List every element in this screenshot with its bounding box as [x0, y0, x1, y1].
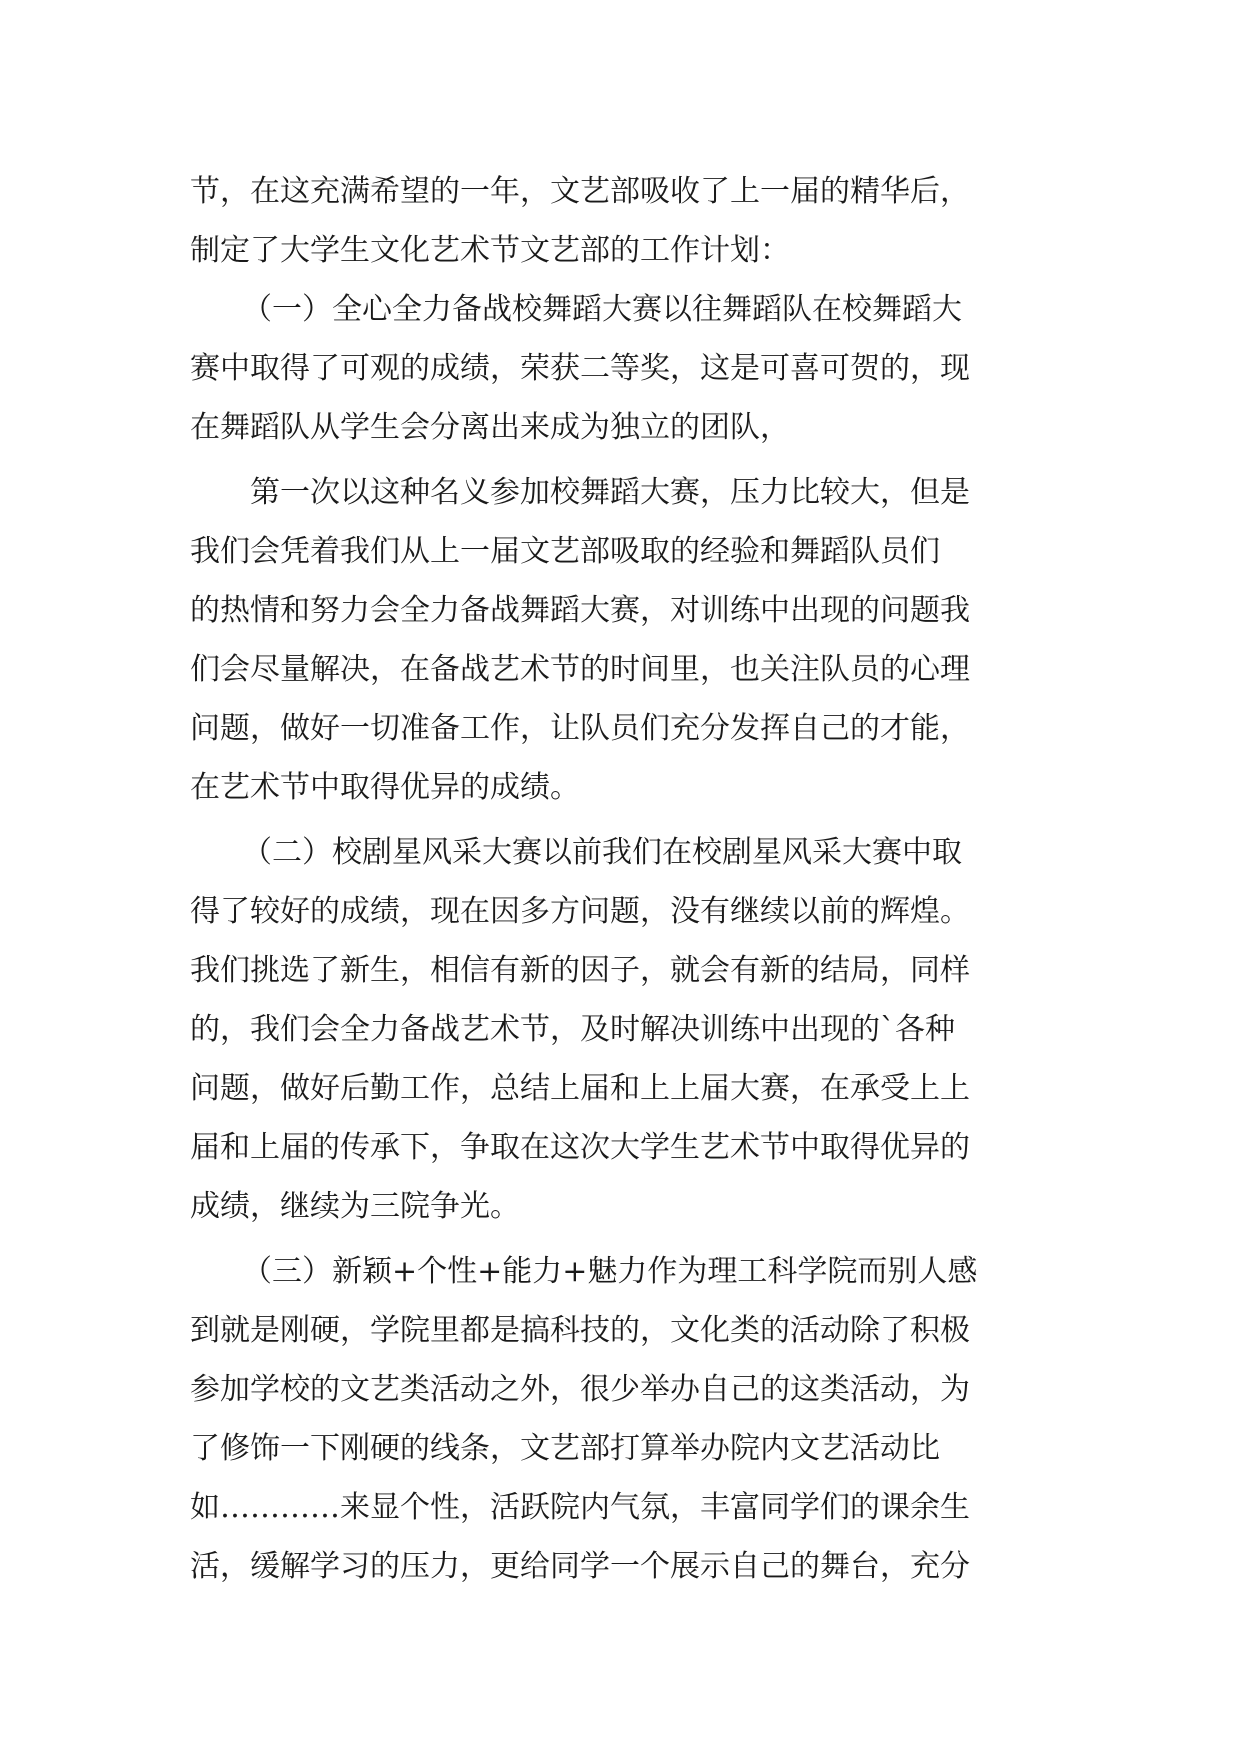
paragraph-line: 第一次以这种名义参加校舞蹈大赛，压力比较大，但是 — [250, 475, 970, 510]
paragraph-line: 问题，做好一切准备工作，让队员们充分发挥自己的才能， — [190, 711, 970, 746]
paragraph-line: 在艺术节中取得优异的成绩。 — [190, 770, 580, 805]
paragraph-line: 我们挑选了新生，相信有新的因子，就会有新的结局，同样 — [190, 953, 970, 988]
paragraph-line: 的热情和努力会全力备战舞蹈大赛，对训练中出现的问题我 — [190, 593, 970, 628]
paragraph-3 — [190, 463, 1050, 817]
paragraph-line: （三）新颖+个性+能力+魅力作为理工科学院而别人感 — [242, 1254, 978, 1289]
paragraph-line: 节，在这充满希望的一年，文艺部吸收了上一届的精华后， — [190, 174, 970, 209]
paragraph-line: 我们会凭着我们从上一届文艺部吸取的经验和舞蹈队员们 — [190, 534, 940, 569]
paragraph-line: 到就是刚硬，学院里都是搞科技的，文化类的活动除了积极 — [190, 1313, 970, 1348]
paragraph-line: 问题，做好后勤工作，总结上届和上上届大赛，在承受上上 — [190, 1071, 970, 1106]
paragraph-line: 赛中取得了可观的成绩，荣获二等奖，这是可喜可贺的，现 — [190, 351, 970, 386]
paragraph-line: 了修饰一下刚硬的线条，文艺部打算举办院内文艺活动比 — [190, 1431, 940, 1466]
document-body — [190, 162, 1050, 1596]
paragraph-1 — [190, 162, 1050, 280]
paragraph-line: （二）校剧星风采大赛以前我们在校剧星风采大赛中取 — [242, 835, 962, 870]
paragraph-line: 的，我们会全力备战艺术节，及时解决训练中出现的`各种 — [190, 1012, 955, 1047]
paragraph-line: 在舞蹈队从学生会分离出来成为独立的团队， — [190, 410, 790, 445]
paragraph-5 — [190, 1242, 1050, 1596]
paragraph-line: 活，缓解学习的压力，更给同学一个展示自己的舞台，充分 — [190, 1549, 970, 1584]
paragraph-2 — [190, 280, 1050, 457]
paragraph-line: 如…………来显个性，活跃院内气氛，丰富同学们的课余生 — [190, 1490, 970, 1525]
paragraph-line: 届和上届的传承下，争取在这次大学生艺术节中取得优异的 — [190, 1130, 970, 1165]
paragraph-line: （一）全心全力备战校舞蹈大赛以往舞蹈队在校舞蹈大 — [242, 292, 962, 327]
paragraph-line: 得了较好的成绩，现在因多方问题，没有继续以前的辉煌。 — [190, 894, 970, 929]
paragraph-line: 成绩，继续为三院争光。 — [190, 1189, 520, 1224]
paragraph-line: 参加学校的文艺类活动之外，很少举办自己的这类活动，为 — [190, 1372, 970, 1407]
paragraph-line: 们会尽量解决，在备战艺术节的时间里，也关注队员的心理 — [190, 652, 970, 687]
paragraph-4 — [190, 823, 1050, 1236]
paragraph-line: 制定了大学生文化艺术节文艺部的工作计划： — [190, 233, 790, 268]
